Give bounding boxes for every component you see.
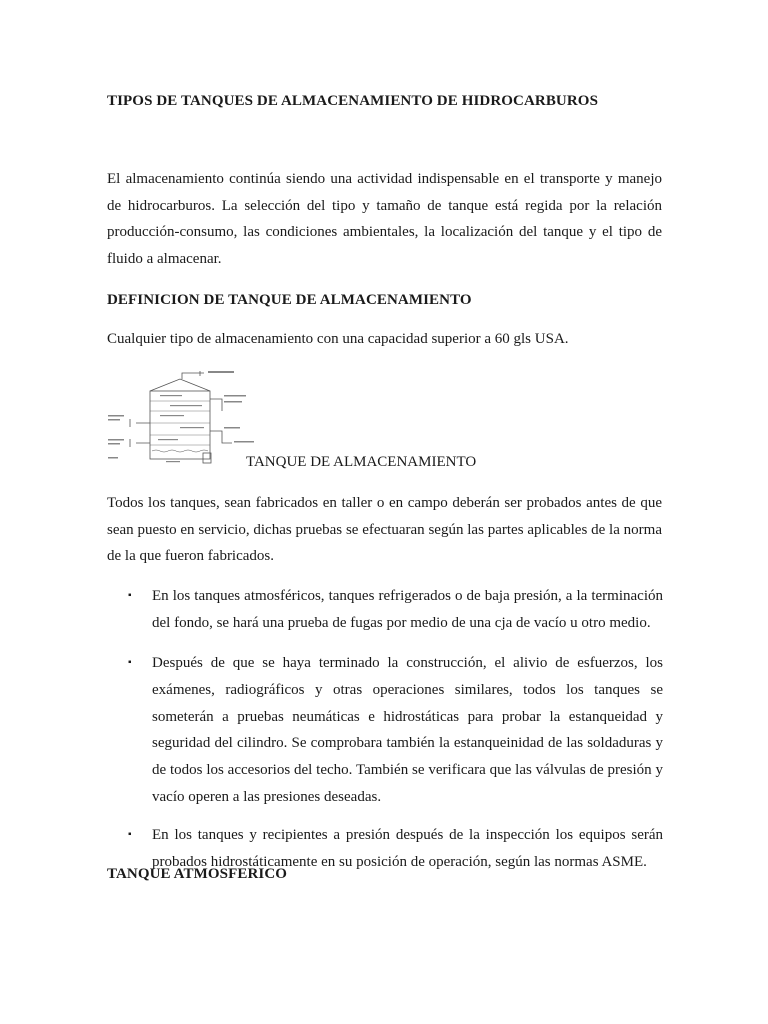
definition-heading: DEFINICION DE TANQUE DE ALMACENAMIENTO: [107, 292, 472, 308]
list-item: [128, 583, 663, 637]
list-item-text: En los tanques y recipientes a presión después de la inspección los equipos serán probados hidrostáticamente en su posición de operación, según las normas ASME.: [152, 827, 663, 870]
testing-paragraph: Todos los tanques, sean fabricados en taller o en campo deberán ser probados antes de que sean puesto en servicio, dichas pruebas se efectuaran según las partes aplicables de la norma de la que fueron fabricados.: [107, 495, 662, 564]
definition-text: Cualquier tipo de almacenamiento con una capacidad superior a 60 gls USA.: [107, 331, 569, 347]
bullet-marker: ▪: [128, 829, 132, 840]
figure-caption: TANQUE DE ALMACENAMIENTO: [246, 454, 477, 470]
list-item-text: Después de que se haya terminado la construcción, el alivio de esfuerzos, los exámenes, radiográficos y otras operaciones similares, todos los tanques se someterán a pruebas neumáticas e hidrostáticas para probar la estanqueidad y seguridad del cilindro. Se comprobara también la estanqueinidad de las soldaduras y de todos los accesorios del techo. También se verificara que las válvulas de presión y vacío operen a las presiones deseadas.: [152, 655, 663, 805]
bullet-marker: ▪: [128, 590, 132, 601]
list-item: [128, 650, 663, 811]
section-heading: TANQUE ATMOSFERICO: [107, 866, 288, 882]
tank-diagram: [100, 371, 260, 469]
list-item-text: En los tanques atmosféricos, tanques refrigerados o de baja presión, a la terminación del fondo, se hará una prueba de fugas por medio de una cja de vacío u otro medio.: [152, 588, 663, 631]
bullet-marker: ▪: [128, 657, 132, 668]
document-title: TIPOS DE TANQUES DE ALMACENAMIENTO DE HIDROCARBUROS: [107, 93, 599, 109]
intro-paragraph: El almacenamiento continúa siendo una actividad indispensable en el transporte y manejo de hidrocarburos. La selección del tipo y tamaño de tanque está regida por la relación producción-consumo, las condiciones ambientales, la localización del tanque y el tipo de fluido a almacenar.: [107, 171, 662, 267]
